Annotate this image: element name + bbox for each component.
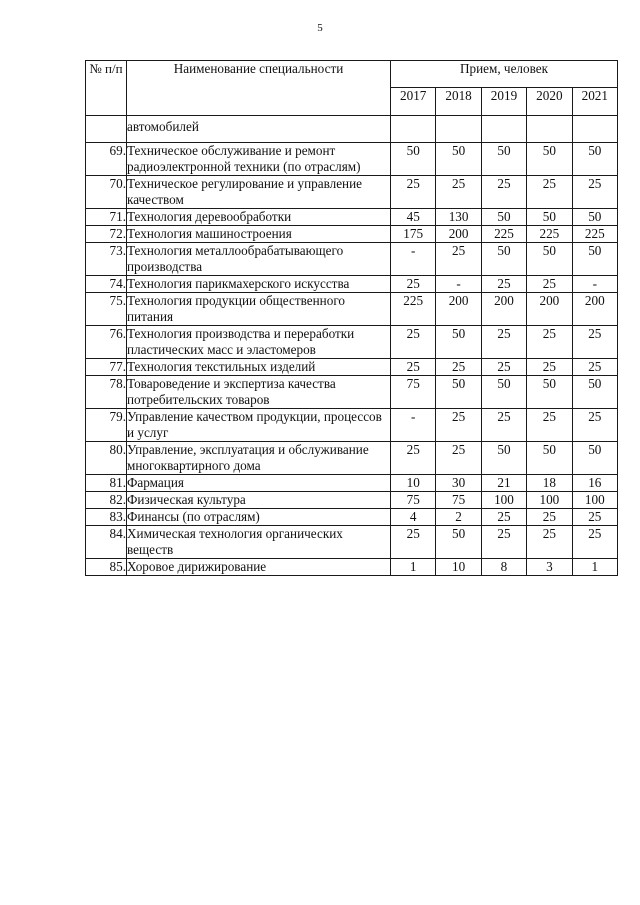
value-2019: 25 bbox=[481, 326, 526, 359]
value-2020: 18 bbox=[527, 475, 572, 492]
specialty-name: Технология парикмахерского искусства bbox=[127, 276, 391, 293]
value-2019: 25 bbox=[481, 359, 526, 376]
specialty-name: Физическая культура bbox=[127, 492, 391, 509]
value-2021: - bbox=[572, 276, 617, 293]
header-year-2017: 2017 bbox=[391, 88, 436, 116]
value-2020: 225 bbox=[527, 226, 572, 243]
table-row bbox=[86, 526, 618, 559]
row-number: 82. bbox=[86, 492, 127, 509]
value-2020: 25 bbox=[527, 526, 572, 559]
value-2017: 10 bbox=[391, 475, 436, 492]
value-2020: 50 bbox=[527, 243, 572, 276]
value-2017: 25 bbox=[391, 176, 436, 209]
table-row bbox=[86, 293, 618, 326]
value-2020: 25 bbox=[527, 509, 572, 526]
value-2018: 2 bbox=[436, 509, 481, 526]
row-number: 77. bbox=[86, 359, 127, 376]
specialty-name: Финансы (по отраслям) bbox=[127, 509, 391, 526]
value-2021: 25 bbox=[572, 509, 617, 526]
value-2021: 25 bbox=[572, 176, 617, 209]
value-2021: 50 bbox=[572, 442, 617, 475]
value-2021: 16 bbox=[572, 475, 617, 492]
value-2021: 50 bbox=[572, 376, 617, 409]
value-2021: 100 bbox=[572, 492, 617, 509]
specialty-name: Технология текстильных изделий bbox=[127, 359, 391, 376]
value-2020: 100 bbox=[527, 492, 572, 509]
value-2017: 25 bbox=[391, 442, 436, 475]
value-2021: 1 bbox=[572, 559, 617, 576]
value-2021: 25 bbox=[572, 526, 617, 559]
table-row bbox=[86, 226, 618, 243]
value-2021 bbox=[572, 116, 617, 143]
value-2017: 25 bbox=[391, 326, 436, 359]
value-2019: 50 bbox=[481, 143, 526, 176]
value-2020: 25 bbox=[527, 326, 572, 359]
row-number: 80. bbox=[86, 442, 127, 475]
table-row bbox=[86, 475, 618, 492]
value-2019: 50 bbox=[481, 442, 526, 475]
value-2019: 25 bbox=[481, 509, 526, 526]
row-number: 78. bbox=[86, 376, 127, 409]
value-2018: 50 bbox=[436, 143, 481, 176]
value-2020: 25 bbox=[527, 176, 572, 209]
table-row bbox=[86, 243, 618, 276]
value-2020 bbox=[527, 116, 572, 143]
row-number: 75. bbox=[86, 293, 127, 326]
value-2020: 50 bbox=[527, 376, 572, 409]
header-admission-group: Прием, человек bbox=[391, 61, 618, 88]
value-2021: 25 bbox=[572, 359, 617, 376]
value-2020: 200 bbox=[527, 293, 572, 326]
header-year-2021: 2021 bbox=[572, 88, 617, 116]
value-2017: 50 bbox=[391, 143, 436, 176]
value-2021: 50 bbox=[572, 243, 617, 276]
header-year-2020: 2020 bbox=[527, 88, 572, 116]
value-2019: 50 bbox=[481, 376, 526, 409]
specialty-name: Техническое обслуживание и ремонт радиоэлектронной техники (по отраслям) bbox=[127, 143, 391, 176]
value-2017 bbox=[391, 116, 436, 143]
value-2018: 25 bbox=[436, 442, 481, 475]
admissions-table bbox=[85, 60, 618, 576]
row-number: 83. bbox=[86, 509, 127, 526]
row-number: 81. bbox=[86, 475, 127, 492]
table-row bbox=[86, 276, 618, 293]
specialty-name: Товароведение и экспертиза качества потребительских товаров bbox=[127, 376, 391, 409]
header-year-2018: 2018 bbox=[436, 88, 481, 116]
value-2019: 50 bbox=[481, 209, 526, 226]
value-2018: 75 bbox=[436, 492, 481, 509]
value-2017: 25 bbox=[391, 276, 436, 293]
row-number: 72. bbox=[86, 226, 127, 243]
value-2017: 4 bbox=[391, 509, 436, 526]
specialty-name: Технология металлообрабатывающего производства bbox=[127, 243, 391, 276]
table-row bbox=[86, 209, 618, 226]
value-2019: 8 bbox=[481, 559, 526, 576]
value-2018: 10 bbox=[436, 559, 481, 576]
value-2018: 25 bbox=[436, 359, 481, 376]
specialty-name: Технология производства и переработки пластических масс и эластомеров bbox=[127, 326, 391, 359]
table-row bbox=[86, 409, 618, 442]
page-number: 5 bbox=[317, 22, 323, 34]
value-2021: 225 bbox=[572, 226, 617, 243]
value-2019: 25 bbox=[481, 276, 526, 293]
value-2017: 25 bbox=[391, 526, 436, 559]
value-2020: 50 bbox=[527, 209, 572, 226]
value-2017: 45 bbox=[391, 209, 436, 226]
specialty-name: Технология машиностроения bbox=[127, 226, 391, 243]
value-2017: - bbox=[391, 243, 436, 276]
value-2020: 3 bbox=[527, 559, 572, 576]
specialty-name: Технология деревообработки bbox=[127, 209, 391, 226]
value-2019: 25 bbox=[481, 526, 526, 559]
table-row bbox=[86, 442, 618, 475]
value-2017: 175 bbox=[391, 226, 436, 243]
value-2021: 50 bbox=[572, 143, 617, 176]
specialty-name: автомобилей bbox=[127, 116, 391, 143]
table-row bbox=[86, 176, 618, 209]
value-2018: - bbox=[436, 276, 481, 293]
row-number: 73. bbox=[86, 243, 127, 276]
header-row-top bbox=[86, 61, 618, 88]
value-2018: 25 bbox=[436, 409, 481, 442]
row-number: 71. bbox=[86, 209, 127, 226]
value-2018: 25 bbox=[436, 243, 481, 276]
value-2018 bbox=[436, 116, 481, 143]
row-number: 85. bbox=[86, 559, 127, 576]
header-year-2019: 2019 bbox=[481, 88, 526, 116]
table-body bbox=[86, 116, 618, 576]
value-2018: 30 bbox=[436, 475, 481, 492]
specialty-name: Хоровое дирижирование bbox=[127, 559, 391, 576]
value-2017: 225 bbox=[391, 293, 436, 326]
row-number: 76. bbox=[86, 326, 127, 359]
specialty-name: Химическая технология органических веществ bbox=[127, 526, 391, 559]
value-2021: 50 bbox=[572, 209, 617, 226]
specialty-name: Фармация bbox=[127, 475, 391, 492]
value-2018: 50 bbox=[436, 376, 481, 409]
value-2020: 25 bbox=[527, 276, 572, 293]
value-2020: 50 bbox=[527, 442, 572, 475]
specialty-name: Управление, эксплуатация и обслуживание многоквартирного дома bbox=[127, 442, 391, 475]
value-2019: 21 bbox=[481, 475, 526, 492]
value-2019: 25 bbox=[481, 409, 526, 442]
value-2018: 25 bbox=[436, 176, 481, 209]
value-2020: 25 bbox=[527, 409, 572, 442]
value-2017: 75 bbox=[391, 492, 436, 509]
table-row bbox=[86, 492, 618, 509]
row-number: 79. bbox=[86, 409, 127, 442]
value-2019: 200 bbox=[481, 293, 526, 326]
table-row bbox=[86, 359, 618, 376]
table-row bbox=[86, 376, 618, 409]
table-row bbox=[86, 559, 618, 576]
table-row bbox=[86, 509, 618, 526]
value-2021: 200 bbox=[572, 293, 617, 326]
value-2017: 25 bbox=[391, 359, 436, 376]
row-number: 84. bbox=[86, 526, 127, 559]
header-num: № п/п bbox=[86, 61, 127, 116]
value-2018: 50 bbox=[436, 526, 481, 559]
value-2021: 25 bbox=[572, 326, 617, 359]
value-2017: 1 bbox=[391, 559, 436, 576]
value-2019: 225 bbox=[481, 226, 526, 243]
value-2020: 25 bbox=[527, 359, 572, 376]
value-2018: 130 bbox=[436, 209, 481, 226]
value-2019: 100 bbox=[481, 492, 526, 509]
specialty-name: Технология продукции общественного питания bbox=[127, 293, 391, 326]
table-header bbox=[86, 61, 618, 116]
value-2018: 200 bbox=[436, 293, 481, 326]
table-row bbox=[86, 116, 618, 143]
value-2018: 200 bbox=[436, 226, 481, 243]
row-number bbox=[86, 116, 127, 143]
table-row bbox=[86, 326, 618, 359]
specialty-name: Управление качеством продукции, процессов и услуг bbox=[127, 409, 391, 442]
value-2017: 75 bbox=[391, 376, 436, 409]
value-2021: 25 bbox=[572, 409, 617, 442]
row-number: 74. bbox=[86, 276, 127, 293]
value-2018: 50 bbox=[436, 326, 481, 359]
row-number: 70. bbox=[86, 176, 127, 209]
table-row bbox=[86, 143, 618, 176]
value-2017: - bbox=[391, 409, 436, 442]
value-2019: 25 bbox=[481, 176, 526, 209]
value-2020: 50 bbox=[527, 143, 572, 176]
header-specialty-name: Наименование специальности bbox=[127, 61, 391, 116]
row-number: 69. bbox=[86, 143, 127, 176]
value-2019 bbox=[481, 116, 526, 143]
specialty-name: Техническое регулирование и управление качеством bbox=[127, 176, 391, 209]
value-2019: 50 bbox=[481, 243, 526, 276]
